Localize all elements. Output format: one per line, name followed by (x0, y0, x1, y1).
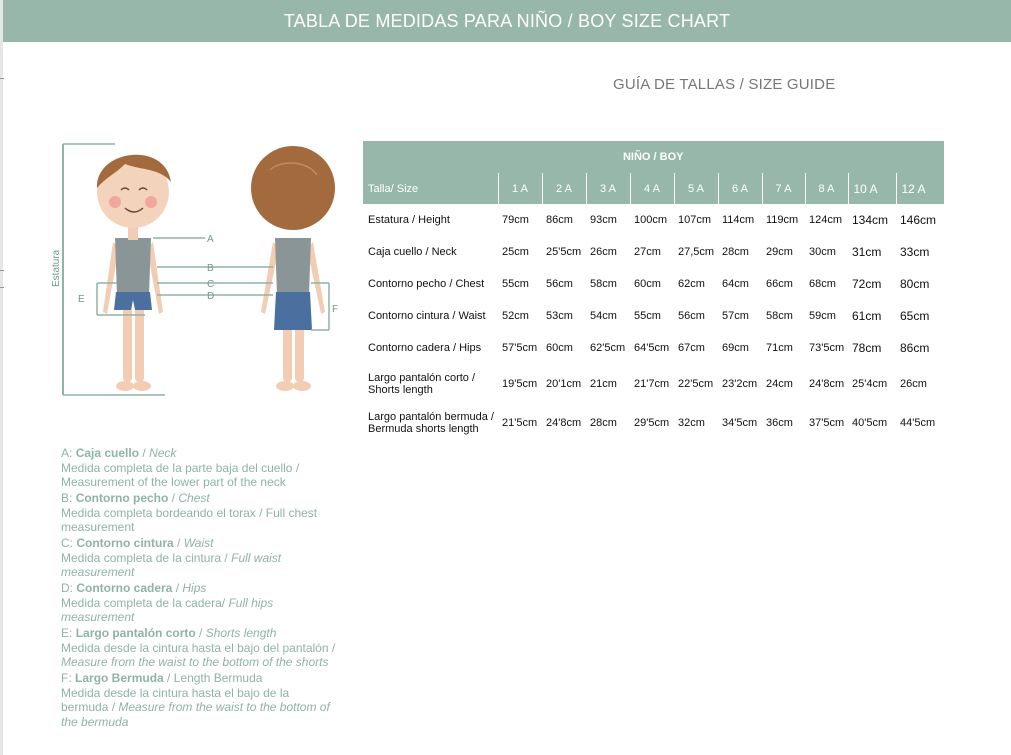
table-cell: 64cm (722, 278, 749, 290)
table-row (363, 364, 944, 403)
table-cell: 62'5cm (590, 342, 626, 354)
legend-item (61, 446, 336, 490)
legend-item (61, 581, 336, 625)
table-cell: 60cm (634, 278, 661, 290)
legend-desc-en: Measure from the waist to the bottom of the bermuda (61, 700, 330, 729)
edge-mark (0, 270, 4, 271)
table-cell: 100cm (634, 214, 668, 226)
marker-c: C (207, 279, 215, 290)
edge-mark (0, 287, 4, 288)
table-cell: 78cm (852, 341, 882, 355)
page-title: TABLA DE MEDIDAS PARA NIÑO / BOY SIZE CHART (283, 10, 731, 31)
table-cell: 65cm (900, 309, 930, 323)
marker-e: E (78, 294, 85, 305)
table-cell: 56cm (546, 278, 573, 290)
table-cell: 55cm (634, 310, 661, 322)
table-cell: 58cm (590, 278, 617, 290)
row-label-line: Shorts length (368, 383, 433, 396)
table-cell: 93cm (590, 214, 617, 226)
table-cell: 80cm (900, 277, 930, 291)
row-label-line: Bermuda shorts length (368, 422, 479, 435)
legend-title-es: Largo Bermuda (75, 671, 164, 685)
legend-title: D: Contorno cadera / Hips (61, 581, 207, 595)
table-cell: 134cm (852, 213, 889, 227)
table-cell: 37'5cm (809, 416, 845, 429)
row-label: Estatura / Height (368, 214, 450, 226)
legend-title: E: Largo pantalón corto / Shorts length (61, 626, 277, 640)
legend-title-en: Hips (182, 581, 207, 595)
marker-f: F (332, 304, 339, 315)
table-cell: 24cm (766, 377, 793, 390)
legend-title: A: Caja cuello / Neck (61, 446, 177, 460)
table-cell: 79cm (502, 214, 529, 226)
legend-desc (61, 551, 336, 580)
size-guide-subtitle: GUÍA DE TALLAS / SIZE GUIDE (613, 76, 836, 93)
page-header (3, 0, 1011, 42)
legend-letter: F: (61, 671, 72, 685)
legend-desc (61, 686, 336, 730)
table-cell: 32cm (678, 416, 705, 429)
table-cell: 27cm (634, 246, 661, 258)
column-header: 3 A (586, 173, 630, 204)
table-cell: 58cm (766, 310, 793, 322)
legend-desc-es: Medida completa bordeando el torax / Full chest (61, 505, 318, 520)
height-label: Estatura (51, 249, 62, 287)
table-row (363, 204, 944, 236)
table-cell: 57'5cm (502, 342, 538, 354)
legend-desc-es: Medida desde la cintura hasta el bajo de la bermuda / (61, 685, 290, 714)
legend-title: C: Contorno cintura / Waist (61, 536, 214, 550)
edge-mark (0, 78, 4, 79)
table-cell: 19'5cm (502, 377, 538, 390)
table-row (363, 300, 944, 332)
row-label (363, 403, 498, 442)
row-label-line: Largo pantalón bermuda / (368, 410, 494, 423)
group-header: NIÑO / BOY (363, 141, 944, 173)
window-left-edge (0, 0, 3, 755)
table-cell: 69cm (722, 342, 749, 354)
column-header: 5 A (674, 173, 718, 204)
legend-desc-en: Measurement of the lower part of the neck (61, 475, 286, 489)
table-row (363, 268, 944, 300)
table-cell: 55cm (502, 278, 529, 290)
legend-item (61, 626, 336, 670)
legend-letter: A: (61, 446, 73, 460)
table-cell: 53cm (546, 310, 573, 322)
table-cell: 25cm (502, 246, 529, 258)
boy-figure-illustration (45, 130, 345, 405)
legend-desc (61, 596, 336, 625)
marker-b: B (207, 263, 214, 274)
legend-desc-es: Medida completa de la cadera/ (61, 595, 226, 610)
column-header-size: Talla/ Size (363, 173, 498, 204)
legend-desc-es: Medida completa de la cintura / (61, 550, 228, 565)
table-group-row (363, 141, 944, 173)
marker-d: D (207, 291, 215, 302)
legend-title-en: Waist (183, 536, 214, 550)
legend-desc-en: measurement (61, 520, 135, 534)
table-cell: 73'5cm (809, 342, 845, 354)
table-cell: 86cm (546, 214, 573, 226)
table-cell: 26cm (900, 377, 927, 390)
legend-item (61, 536, 336, 580)
table-cell: 54cm (590, 310, 617, 322)
table-cell: 72cm (852, 277, 882, 291)
table-cell: 124cm (809, 214, 843, 226)
table-cell: 86cm (900, 341, 930, 355)
legend-desc-en: Measure from the waist to the bottom of the shorts (61, 655, 329, 669)
table-cell: 24'8cm (809, 377, 845, 390)
table-cell: 26cm (590, 246, 617, 258)
table-cell: 33cm (900, 245, 930, 259)
legend-title: B: Contorno pecho / Chest (61, 491, 210, 505)
table-cell: 62cm (678, 278, 705, 290)
table-cell: 44'5cm (900, 416, 936, 429)
table-cell: 68cm (809, 278, 836, 290)
legend-letter: D: (61, 581, 73, 595)
table-row (363, 403, 944, 442)
legend-desc (61, 641, 336, 670)
legend-title-es: Caja cuello (75, 446, 140, 460)
column-header: 7 A (762, 173, 805, 204)
table-cell: 25'4cm (852, 377, 888, 390)
measurement-illustration (45, 130, 345, 405)
legend-title-en: Chest (178, 491, 210, 505)
legend-title-es: Largo pantalón corto (75, 626, 196, 640)
table-cell: 22'5cm (678, 377, 714, 390)
column-header: 1 A (498, 173, 542, 204)
table-cell: 146cm (900, 213, 937, 227)
row-label-line: Largo pantalón corto / (368, 371, 476, 384)
marker-a: A (207, 234, 214, 245)
table-cell: 114cm (722, 214, 755, 226)
table-cell: 56cm (678, 310, 705, 322)
table-cell: 67cm (678, 342, 705, 354)
measurement-legend (61, 446, 336, 731)
legend-desc (61, 506, 336, 535)
legend-desc-en: Full waist measurement (61, 550, 282, 579)
table-cell: 28cm (722, 246, 749, 258)
column-header: 2 A (542, 173, 586, 204)
legend-desc-es: Medida completa de la parte baja del cuello / (61, 460, 300, 475)
table-cell: 34'5cm (722, 416, 758, 429)
table-cell: 21'5cm (502, 416, 538, 429)
table-cell: 21cm (590, 377, 617, 390)
legend-desc-es: Medida desde la cintura hasta el bajo del pantalón / (61, 640, 336, 655)
table-cell: 25'5cm (546, 246, 582, 258)
table-cell: 24'8cm (546, 416, 582, 429)
table-cell: 52cm (502, 310, 529, 322)
column-header: 6 A (718, 173, 762, 204)
legend-title-es: Contorno cintura (76, 536, 174, 550)
table-cell: 23'2cm (722, 377, 758, 390)
size-chart-table (363, 141, 944, 442)
table-cell: 30cm (809, 246, 836, 258)
legend-letter: B: (61, 491, 73, 505)
legend-title-en: Neck (149, 446, 177, 460)
table-cell: 36cm (766, 416, 793, 429)
table-header-row (363, 173, 944, 204)
legend-title: F: Largo Bermuda / Length Bermuda (61, 671, 263, 685)
column-header: 10 A (848, 173, 896, 204)
column-header: 4 A (630, 173, 674, 204)
legend-letter: C: (61, 536, 73, 550)
table-cell: 20'1cm (546, 377, 582, 390)
legend-item (61, 491, 336, 535)
table-cell: 31cm (852, 245, 882, 259)
legend-desc (61, 461, 336, 490)
table-cell: 59cm (809, 310, 836, 322)
table-cell: 57cm (722, 310, 749, 322)
table-cell: 119cm (766, 214, 799, 226)
table-row (363, 332, 944, 364)
row-label: Contorno cadera / Hips (368, 342, 482, 354)
table-cell: 66cm (766, 278, 793, 290)
row-label: Contorno pecho / Chest (368, 278, 485, 290)
row-label: Contorno cintura / Waist (368, 310, 486, 322)
table-cell: 29cm (766, 246, 793, 258)
legend-title-en: Length Bermuda (173, 671, 263, 685)
legend-item (61, 671, 336, 729)
legend-title-es: Contorno pecho (75, 491, 169, 505)
legend-letter: E: (61, 626, 73, 640)
table-row (363, 236, 944, 268)
table-cell: 60cm (546, 342, 573, 354)
table-cell: 21'7cm (634, 377, 670, 390)
row-label: Caja cuello / Neck (368, 246, 457, 258)
legend-desc-en: Full hips measurement (61, 595, 274, 624)
table-cell: 29'5cm (634, 416, 670, 429)
table-cell: 64'5cm (634, 342, 670, 354)
table-cell: 28cm (590, 416, 617, 429)
table-cell: 107cm (678, 214, 712, 226)
column-header: 12 A (896, 173, 944, 204)
table-cell: 27,5cm (678, 246, 715, 258)
legend-title-en: Shorts length (205, 626, 277, 640)
table-cell: 71cm (766, 342, 793, 354)
row-label (363, 364, 498, 403)
table-cell: 61cm (852, 309, 882, 323)
table-cell: 40'5cm (852, 416, 888, 429)
column-header: 8 A (805, 173, 848, 204)
legend-title-es: Contorno cadera (76, 581, 173, 595)
